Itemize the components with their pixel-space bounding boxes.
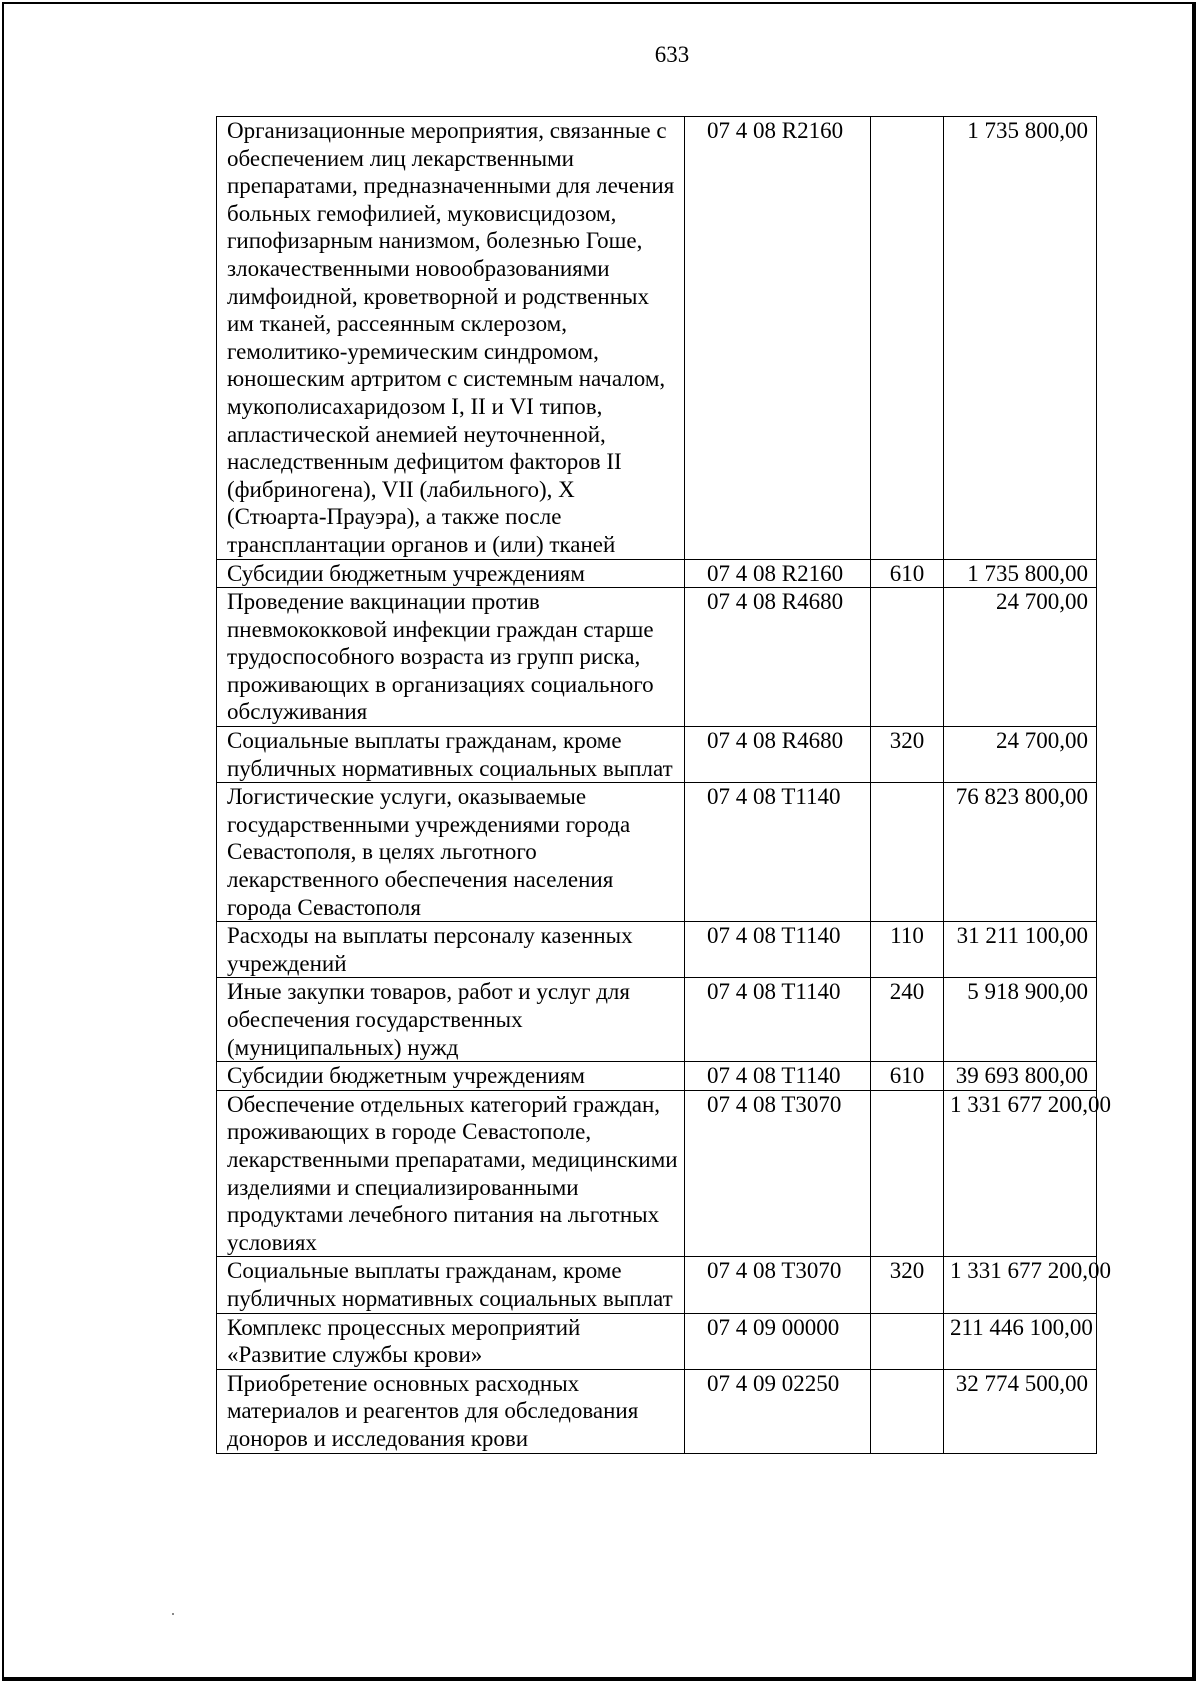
- row-name: Логистические услуги, оказываемые государственными учреждениями города Севастополя, в целях льготного лекарственного обеспечения населения города Севастополя: [217, 783, 685, 922]
- table-row: [217, 1369, 1097, 1453]
- row-expense-type: [871, 1369, 944, 1453]
- row-expense-type: [871, 1090, 944, 1257]
- row-amount: 39 693 800,00: [944, 1062, 1097, 1091]
- row-amount: 211 446 100,00: [944, 1313, 1097, 1369]
- table-row: [217, 727, 1097, 783]
- row-amount: 1 735 800,00: [944, 117, 1097, 560]
- row-name: Социальные выплаты гражданам, кроме публичных нормативных социальных выплат: [217, 727, 685, 783]
- row-expense-type: [871, 588, 944, 727]
- row-name: Комплекс процессных мероприятий «Развитие службы крови»: [217, 1313, 685, 1369]
- row-amount: 31 211 100,00: [944, 922, 1097, 978]
- row-expense-type: 110: [871, 922, 944, 978]
- row-name: Проведение вакцинации против пневмококковой инфекции граждан старше трудоспособного возраста из групп риска, проживающих в организациях социального обслуживания: [217, 588, 685, 727]
- row-amount: 32 774 500,00: [944, 1369, 1097, 1453]
- table-row: [217, 1313, 1097, 1369]
- row-code: 07 4 08 R2160: [685, 117, 871, 560]
- row-amount: 1 331 677 200,00: [944, 1090, 1097, 1257]
- row-name: Субсидии бюджетным учреждениям: [217, 1062, 685, 1091]
- row-amount: 76 823 800,00: [944, 783, 1097, 922]
- row-code: 07 4 08 T1140: [685, 922, 871, 978]
- table-row: [217, 978, 1097, 1062]
- row-code: 07 4 08 T3070: [685, 1257, 871, 1313]
- row-code: 07 4 09 02250: [685, 1369, 871, 1453]
- row-expense-type: [871, 117, 944, 560]
- row-expense-type: 610: [871, 1062, 944, 1091]
- row-code: 07 4 09 00000: [685, 1313, 871, 1369]
- row-amount: 1 735 800,00: [944, 559, 1097, 588]
- row-name: Расходы на выплаты персоналу казенных учреждений: [217, 922, 685, 978]
- scan-speck: [172, 1613, 174, 1615]
- row-amount: 24 700,00: [944, 727, 1097, 783]
- row-code: 07 4 08 T1140: [685, 1062, 871, 1091]
- row-code: 07 4 08 R2160: [685, 559, 871, 588]
- row-expense-type: 320: [871, 727, 944, 783]
- row-amount: 24 700,00: [944, 588, 1097, 727]
- row-expense-type: 320: [871, 1257, 944, 1313]
- table-row: [217, 588, 1097, 727]
- row-amount: 5 918 900,00: [944, 978, 1097, 1062]
- row-code: 07 4 08 T1140: [685, 783, 871, 922]
- row-name: Приобретение основных расходных материалов и реагентов для обследования доноров и исследования крови: [217, 1369, 685, 1453]
- budget-table: [216, 116, 1111, 1454]
- table-row: [217, 1257, 1097, 1313]
- row-expense-type: 240: [871, 978, 944, 1062]
- row-name: Иные закупки товаров, работ и услуг для обеспечения государственных (муниципальных) нужд: [217, 978, 685, 1062]
- row-code: 07 4 08 R4680: [685, 588, 871, 727]
- page-number: 633: [654, 42, 690, 67]
- table-row: [217, 117, 1097, 560]
- row-code: 07 4 08 T3070: [685, 1090, 871, 1257]
- row-name: Социальные выплаты гражданам, кроме публичных нормативных социальных выплат: [217, 1257, 685, 1313]
- row-expense-type: [871, 1313, 944, 1369]
- row-name: Субсидии бюджетным учреждениям: [217, 559, 685, 588]
- row-amount: 1 331 677 200,00: [944, 1257, 1097, 1313]
- row-expense-type: 610: [871, 559, 944, 588]
- row-expense-type: [871, 783, 944, 922]
- table-row: [217, 783, 1097, 922]
- row-name: Организационные мероприятия, связанные с обеспечением лиц лекарственными препаратами, предназначенными для лечения больных гемофилией, муковисцидозом, гипофизарным нанизмом, болезнью Гоше, злокачественными новообразованиями лимфоидной, кроветворной и родственных им тканей, рассеянным склерозом, гемолитико-уремическим синдромом, юношеским артритом с системным началом, мукополисахаридозом I, II и VI типов, апластической анемией неуточненной, наследственным дефицитом факторов II (фибриногена), VII (лабильного), X (Стюарта-Прауэра), а также после трансплантации органов и (или) тканей: [217, 117, 685, 560]
- table-row: [217, 1090, 1097, 1257]
- row-name: Обеспечение отдельных категорий граждан, проживающих в городе Севастополе, лекарственными препаратами, медицинскими изделиями и специализированными продуктами лечебного питания на льготных условиях: [217, 1090, 685, 1257]
- row-code: 07 4 08 T1140: [685, 978, 871, 1062]
- table-row: [217, 559, 1097, 588]
- table-row: [217, 1062, 1097, 1091]
- row-code: 07 4 08 R4680: [685, 727, 871, 783]
- table-row: [217, 922, 1097, 978]
